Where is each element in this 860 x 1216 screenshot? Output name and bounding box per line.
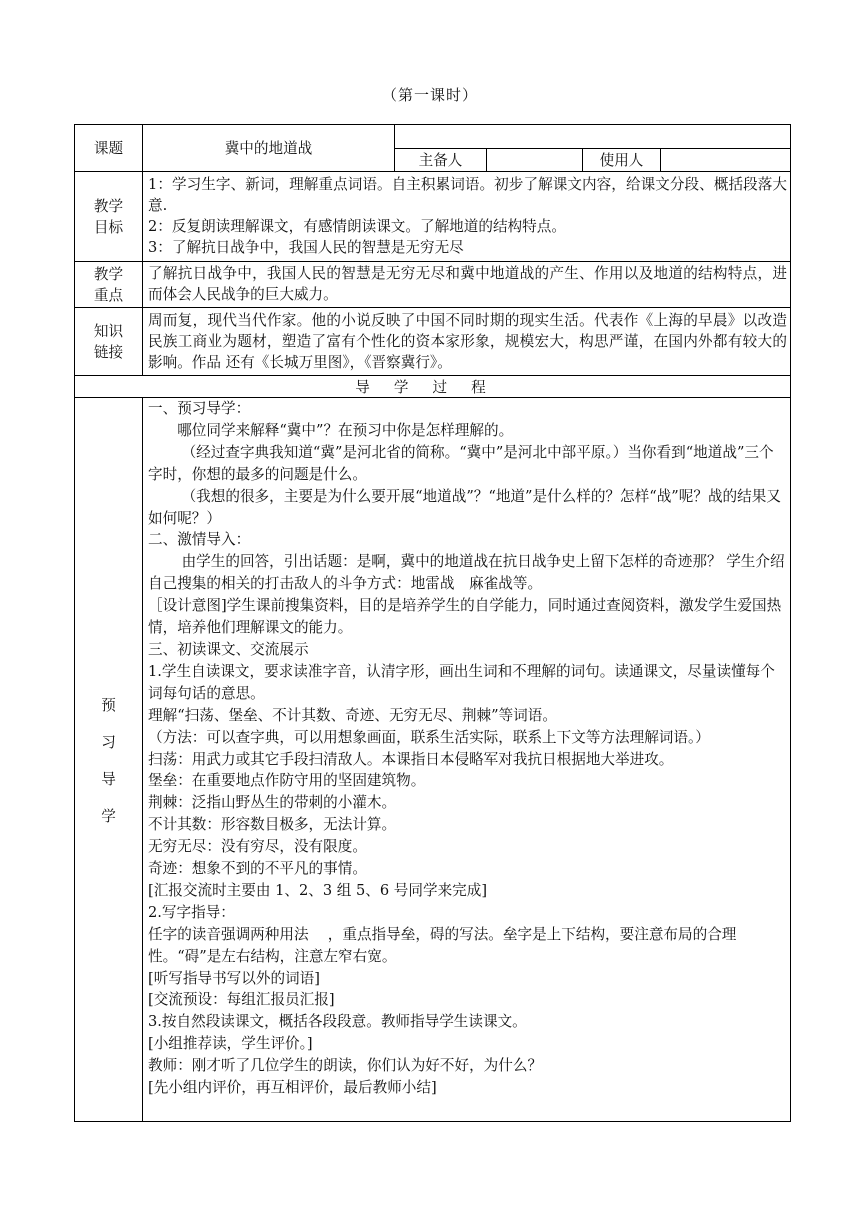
bracket-note: [先小组内评价，再互相评价，最后教师小结] — [148, 1079, 437, 1097]
vocabulary-definition: 无穷无尽：没有穷尽，没有限度。 — [148, 838, 367, 856]
process-paragraph: （方法：可以查字典，可以用想象画面，联系生活实际，联系上下文等方法理解词语。） — [148, 728, 710, 746]
user-label-cell — [583, 149, 661, 172]
user-value-cell — [661, 149, 791, 172]
objectives-label-line-1: 教学 — [93, 197, 124, 215]
key-points-label-line-2: 重点 — [93, 286, 124, 304]
stage-label-cell — [75, 398, 143, 1122]
bracket-note: [小组推荐读，学生评价。] — [148, 1035, 313, 1053]
key-points-label-cell — [75, 262, 143, 308]
objectives-cell — [143, 172, 791, 262]
lesson-plan-table — [74, 124, 791, 1122]
topic-title-cell — [143, 125, 395, 172]
vocabulary-definition: 堡垒：在重要地点作防守用的坚固建筑物。 — [148, 772, 426, 790]
preparer-label-cell — [395, 149, 487, 172]
objectives-label-line-2: 目标 — [93, 218, 124, 236]
process-heading: 二、激情导入： — [148, 531, 251, 549]
process-heading: 2.写字指导： — [148, 903, 235, 921]
knowledge-link-label-line-1: 知识 — [93, 322, 124, 340]
user-label: 使用人 — [599, 151, 644, 169]
topic-label: 课题 — [93, 139, 124, 157]
objective-item: 2：反复朗读理解课文，有感情朗读课文。了解地道的结构特点。 — [148, 218, 566, 235]
preparer-value-cell — [487, 149, 583, 172]
process-paragraph: （我想的很多，主要是为什么要开展“地道战”？“地道”是什么样的？怎样“战”呢？战的结果又如何呢？） — [148, 487, 781, 527]
process-paragraph: 哪位同学来解释“冀中”？在预习中你是怎样理解的。 — [177, 421, 514, 439]
knowledge-link-cell — [143, 308, 791, 376]
process-paragraph: 1.学生自读课文，要求读准字音，认清字形，画出生词和不理解的词句。读通课文，尽量读懂每个词每句话的意思。 — [148, 662, 775, 702]
design-intent-note: ［设计意图]学生课前搜集资料，目的是培养学生的自学能力，同时通过查阅资料，激发学生爱国热情，培养他们理解课文的能力。 — [148, 597, 782, 637]
process-paragraph: 3.按自然段读课文，概括各段段意。教师指导学生读课文。 — [148, 1013, 527, 1031]
vocabulary-definition: 扫荡：用武力或其它手段扫清敌人。本课指日本侵略军对我抗日根据地大举进攻。 — [148, 750, 674, 768]
key-points-text: 了解抗日战争中，我国人民的智慧是无穷无尽和冀中地道战的产生、作用以及地道的结构特点，进而体会人民战争的巨大威力。 — [148, 265, 787, 303]
key-points-label-line-1: 教学 — [93, 265, 124, 283]
process-cell — [143, 398, 791, 1122]
process-paragraph: 任字的读音强调两种用法 ，重点指导垒，碍的写法。垒字是上下结构，要注意布局的合理性。“碍”是左右结构，注意左窄右宽。 — [148, 925, 737, 965]
section-header: 导学过程 — [355, 379, 510, 396]
topic-label-cell — [75, 125, 143, 172]
stage-label-char: 导 — [101, 770, 116, 788]
bracket-note: [汇报交流时主要由 1、2、3 组 5、6 号同学来完成] — [148, 881, 488, 899]
objective-item: 1：学习生字、新词，理解重点词语。自主积累词语。初步了解课文内容，给课文分段、概括段落大意. — [148, 176, 787, 214]
objective-item: 3：了解抗日战争中，我国人民的智慧是无穷无尽 — [148, 239, 464, 256]
section-header-cell — [75, 376, 791, 398]
process-heading: 一、预习导学： — [148, 400, 251, 417]
knowledge-link-label-line-2: 链接 — [93, 343, 124, 361]
vocabulary-definition: 奇迹：想象不到的不平凡的事情。 — [148, 860, 367, 878]
stage-label-char: 习 — [101, 733, 116, 751]
objectives-label-cell — [75, 172, 143, 262]
process-paragraph: 教师：刚才听了几位学生的朗读，你们认为好不好，为什么？ — [148, 1057, 543, 1075]
stage-label-char: 学 — [101, 807, 116, 825]
key-points-cell — [143, 262, 791, 308]
process-paragraph: 由学生的回答，引出话题：是啊，冀中的地道战在抗日战争史上留下怎样的奇迹那？ 学生介绍自己搜集的相关的打击敌人的斗争方式：地雷战 麻雀战等。 — [148, 553, 785, 593]
bracket-note: [听写指导书写以外的词语] — [148, 969, 320, 987]
process-paragraph: （经过查字典我知道“冀”是河北省的简称。“冀中”是河北中部平原。）当你看到“地道战”三个字时，你想的最多的问题是什么。 — [148, 443, 774, 483]
process-paragraph: 理解“扫荡、堡垒、不计其数、奇迹、无穷无尽、荆棘”等词语。 — [148, 706, 557, 724]
lesson-period-subtitle: （第一课时） — [381, 86, 478, 104]
knowledge-link-text: 周而复，现代当代作家。他的小说反映了中国不同时期的现实生活。代表作《上海的早晨》以改造民族工商业为题材，塑造了富有个性化的资本家形象，规模宏大，构思严谨，在国内外都有较大的影响。作品 还有《长城万里图》，《晋察冀行》。 — [148, 311, 787, 371]
preparer-label: 主备人 — [418, 151, 463, 169]
bracket-note: [交流预设：每组汇报员汇报] — [148, 991, 335, 1009]
vocabulary-definition: 荆棘：泛指山野丛生的带刺的小灌木。 — [148, 794, 397, 812]
lesson-title: 冀中的地道战 — [224, 139, 313, 157]
knowledge-link-label-cell — [75, 308, 143, 376]
topic-blank-cell — [395, 125, 791, 149]
vocabulary-definition: 不计其数：形容数目极多，无法计算。 — [148, 816, 397, 834]
process-heading: 三、初读课文、交流展示 — [148, 640, 309, 658]
stage-label-char: 预 — [101, 696, 116, 714]
